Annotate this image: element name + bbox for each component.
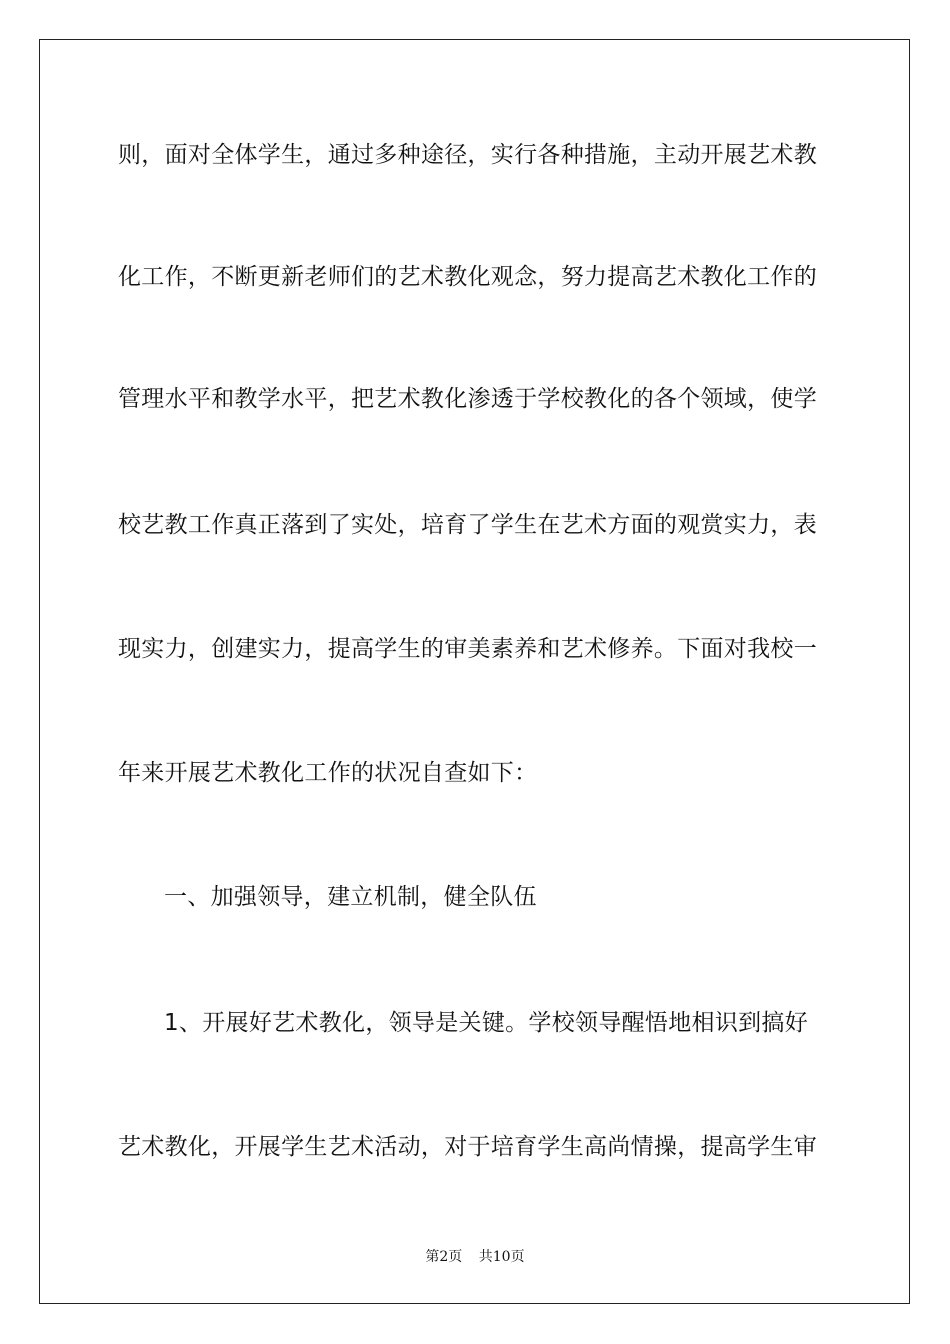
paragraph-line-6: 年来开展艺术教化工作的状况自查如下： [118,760,538,786]
section-heading: 一、加强领导，建立机制，健全队伍 [164,884,537,910]
paragraph-line-4: 校艺教工作真正落到了实处，培育了学生在艺术方面的观赏实力，表 [118,512,817,538]
paragraph-line-3: 管理水平和教学水平，把艺术教化渗透于学校教化的各个领域，使学 [118,386,817,412]
point-1-line-2: 艺术教化，开展学生艺术活动，对于培育学生高尚情操，提高学生审 [118,1134,817,1160]
point-1-line-1: 1、开展好艺术教化，领导是关键。学校领导醒悟地相识到搞好 [164,1010,809,1036]
page-number: 第2页 [425,1249,463,1265]
page-total: 共10页 [478,1249,525,1265]
paragraph-line-2: 化工作，不断更新老师们的艺术教化观念，努力提高艺术教化工作的 [118,264,817,290]
page-border [39,39,910,1304]
paragraph-line-1: 则，面对全体学生，通过多种途径，实行各种措施，主动开展艺术教 [118,142,817,168]
page-footer [0,1246,950,1266]
paragraph-line-5: 现实力，创建实力，提高学生的审美素养和艺术修养。下面对我校一 [118,636,817,662]
